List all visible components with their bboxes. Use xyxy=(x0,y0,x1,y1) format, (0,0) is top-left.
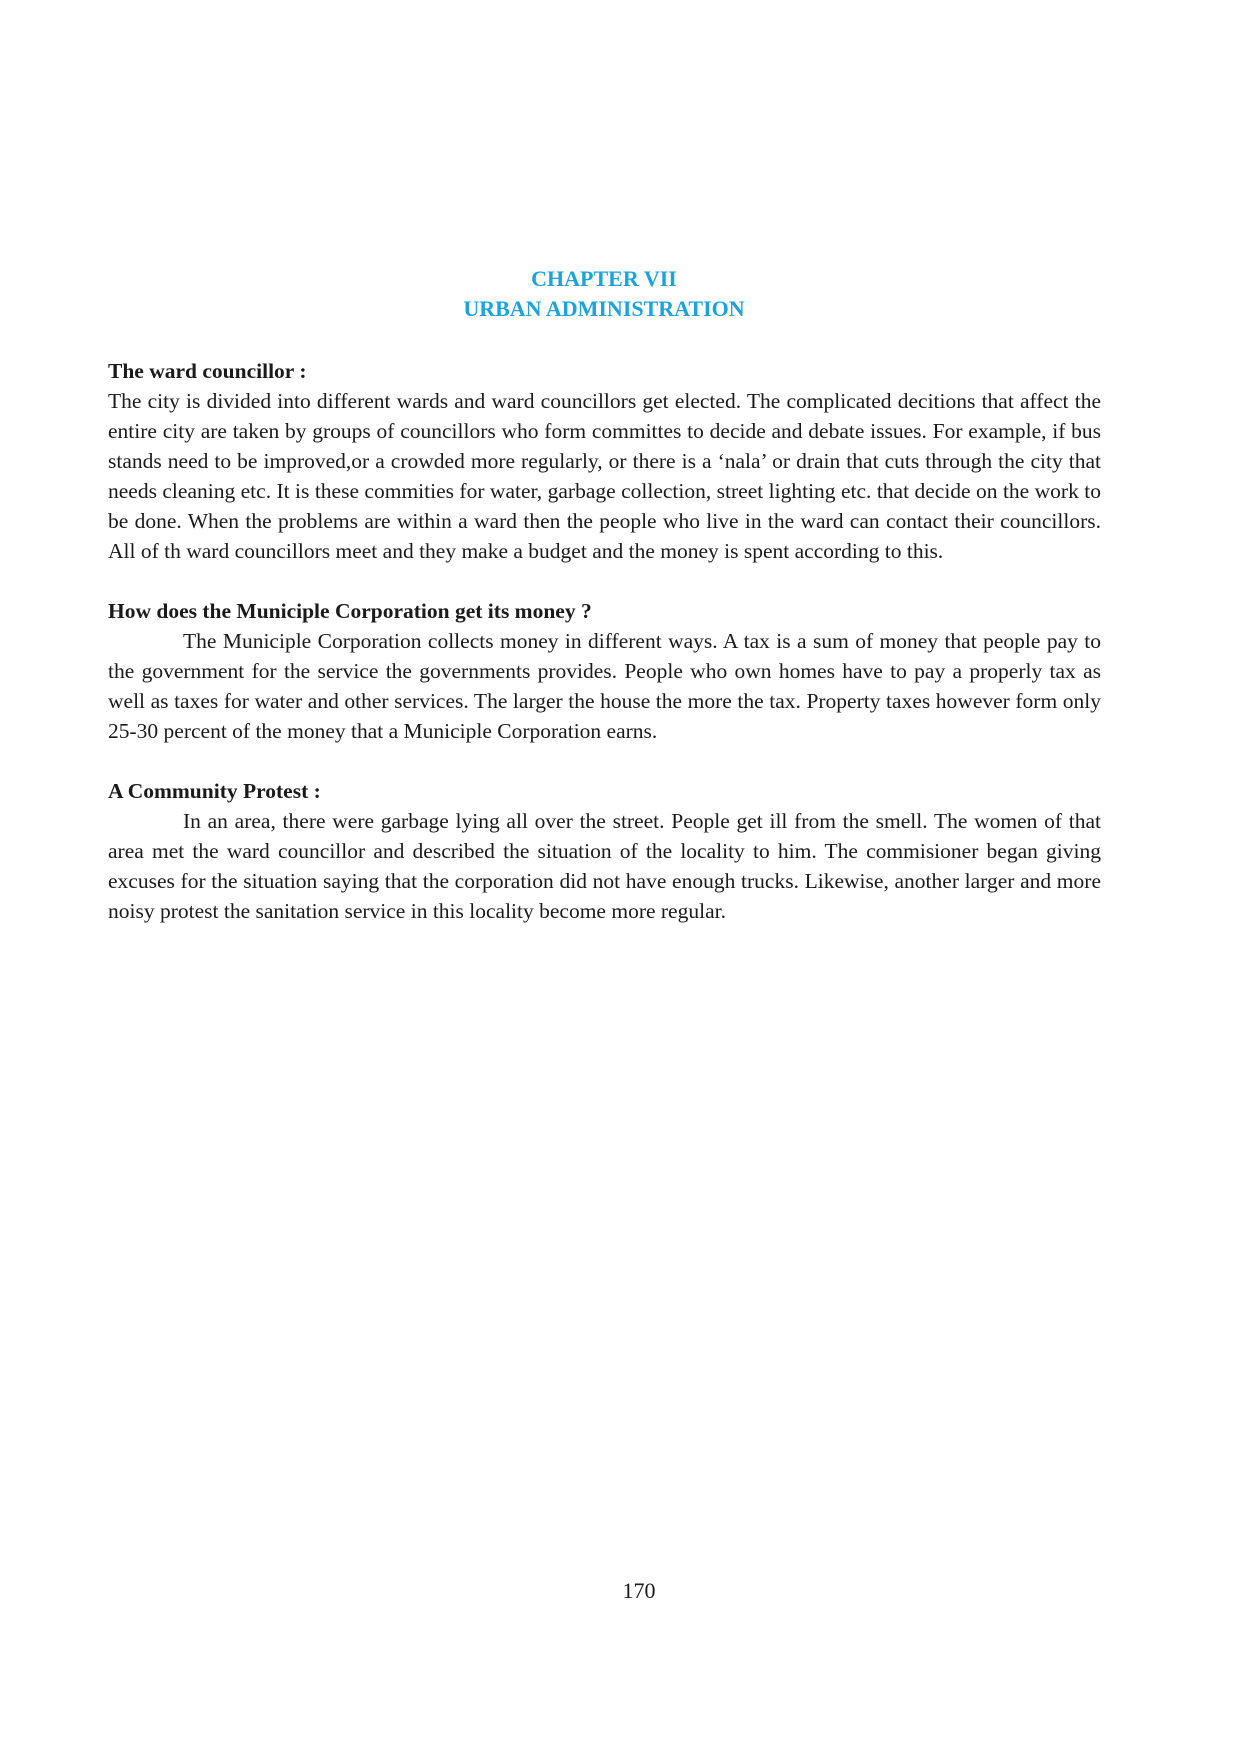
section-heading: A Community Protest : xyxy=(108,779,321,803)
section-paragraph: In an area, there were garbage lying all over the street. People get ill from the smell. The women of that area met the ward councillor and described the situation of the locality to him. The commisioner began giving excuses for the situation saying that the corporation did not have enough trucks. Likewise, another larger and more noisy protest the sanitation service in this locality become more regular. xyxy=(108,809,1101,923)
chapter-title: URBAN ADMINISTRATION xyxy=(463,296,745,321)
section-corporation-money xyxy=(108,596,1101,746)
section-community-protest xyxy=(108,776,1101,926)
section-paragraph: The city is divided into different wards and ward councillors get elected. The complicated decitions that affect the entire city are taken by groups of councillors who form committes to decide and debate issues. For example, if bus stands need to be improved,or a crowded more regularly, or there is a ‘nala’ or drain that cuts through the city that needs cleaning etc. It is these commities for water, garbage collection, street lighting etc. that decide on the work to be done. When the problems are within a ward then the people who live in the ward can contact their councillors. All of th ward councillors meet and they make a budget and the money is spent according to this. xyxy=(108,389,1101,563)
chapter-number: CHAPTER VII xyxy=(531,266,677,291)
section-heading: The ward councillor : xyxy=(108,359,307,383)
section-heading: How does the Municiple Corporation get its money ? xyxy=(108,599,592,623)
chapter-content xyxy=(108,356,1101,956)
section-paragraph: The Municiple Corporation collects money in different ways. A tax is a sum of money that people pay to the government for the service the governments provides. People who own homes have to pay a properly tax as well as taxes for water and other services. The larger the house the more the tax. Property taxes however form only 25-30 percent of the money that a Municiple Corporation earns. xyxy=(108,629,1101,743)
section-ward-councillor xyxy=(108,356,1101,566)
chapter-heading xyxy=(0,264,1208,324)
page-number: 170 xyxy=(622,1578,656,1603)
